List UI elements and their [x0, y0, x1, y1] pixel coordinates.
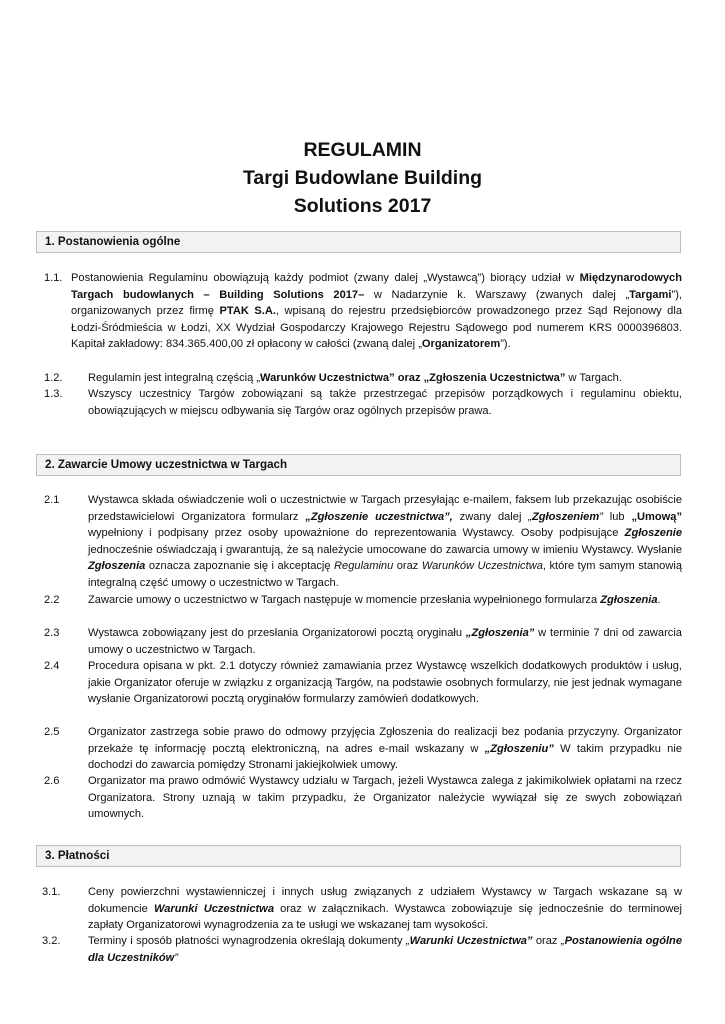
- clause-text: Procedura opisana w pkt. 2.1 dotyczy również zamawiania przez Wystawcę wszelkich dodatkowych produktów i usług, jakie Organizator oferuje w związku z organizacją Targów, na podstawie osobnych formularzy, nie jest jednak wymagane wysłanie Organizatorowi pocztą oryginałów formularzy zamówień dodatkowych.: [88, 660, 682, 706]
- clause-number: 2.1: [44, 494, 60, 506]
- clause-text: Ceny powierzchni wystawienniczej i innych usług związanych z udziałem Wystawcy w Targach wskazane są w dokumencie Warunki Uczestnictwa oraz w załącznikach. Wystawca zobowiązuje się jednocześnie do terminowej zapłaty Organizatorowi wynagrodzenia za te usługi we wskazanej tam wysokości.: [88, 886, 682, 932]
- clause-text: Regulamin jest integralną częścią „Warunków Uczestnictwa” oraz „Zgłoszenia Uczestnictwa” w Targach.: [88, 372, 622, 384]
- clause-number: 3.2.: [42, 935, 61, 947]
- document-title-line-2: Targi Budowlane Building: [242, 167, 483, 189]
- clause-number: 1.2.: [44, 372, 63, 384]
- section-heading-3: 3. Płatności: [36, 845, 681, 867]
- clause-text: Organizator ma prawo odmówić Wystawcy udziału w Targach, jeżeli Wystawca zalega z jakimikolwiek opłatami na rzecz Organizatora. Strony uznają w takim przypadku, że Organizator należycie wywiązał się ze swych zobowiązań umownych.: [88, 775, 682, 821]
- clause-number: 2.2: [44, 594, 60, 606]
- clause-text: Wystawca składa oświadczenie woli o uczestnictwie w Targach przesyłając e-mailem, faksem lub przekazując osobiście przedstawicielowi Organizatora formularz „Zgłoszenie uczestnictwa”, zwany dalej „Zgłoszeniem” lub „Umową” wypełniony i podpisany przez osoby upoważnione do reprezentowania Wystawcy. Osoby podpisujące Zgłoszenie jednocześnie oświadczają i gwarantują, że są należycie umocowane do zawarcia umowy w imieniu Wystawcy. Wysłanie Zgłoszenia oznacza zapoznanie się i akceptację Regulaminu oraz Warunków Uczestnictwa, które tym samym stanowią integralną część umowy o uczestnictwo w Targach.: [88, 494, 683, 589]
- clause-text: Postanowienia Regulaminu obowiązują każdy podmiot (zwany dalej „Wystawcą”) biorący udział w Międzynarodowych Targach budowlanych – Building Solutions 2017– w Nadarzynie k. Warszawy (zwanych dalej „Targami”), organizowanych przez firmę PTAK S.A., wpisaną do rejestru przedsiębiorców prowadzonego przez Sąd Rejonowy dla Łodzi-Śródmieścia w Łodzi, XX Wydział Gospodarczy Krajowego Rejestru Sądowego pod numerem KRS 0000396803. Kapitał zakładowy: 834.365.400,00 zł opłacony w całości (zwaną dalej „Organizatorem”).: [71, 272, 682, 351]
- clause-number: 2.6: [44, 775, 60, 787]
- section-heading-1: 1. Postanowienia ogólne: [36, 231, 681, 253]
- clause-text: Wystawca zobowiązany jest do przesłania Organizatorowi pocztą oryginału „Zgłoszenia” w terminie 7 dni od zawarcia umowy o uczestnictwo w Targach.: [88, 627, 682, 656]
- clause-number: 2.4: [44, 660, 60, 672]
- clause-number: 3.1.: [42, 886, 61, 898]
- clause-number: 1.1.: [44, 272, 63, 284]
- section-heading-2: 2. Zawarcie Umowy uczestnictwa w Targach: [36, 454, 681, 476]
- clause-text: Terminy i sposób płatności wynagrodzenia określają dokumenty „Warunki Uczestnictwa” oraz „Postanowienia ogólne dla Uczestników”: [88, 935, 682, 964]
- clause-text: Wszyscy uczestnicy Targów zobowiązani są także przestrzegać przepisów porządkowych i regulaminu obiektu, obowiązujących w miejscu odbywania się Targów oraz ogólnych przepisów prawa.: [88, 388, 682, 417]
- clause-text: Zawarcie umowy o uczestnictwo w Targach następuje w momencie przesłania wypełnionego formularza Zgłoszenia.: [88, 594, 661, 606]
- clause-number: 1.3.: [44, 388, 63, 400]
- document-title-line-3: Solutions 2017: [293, 195, 432, 217]
- clause-number: 2.3: [44, 627, 60, 639]
- document-title-line-1: REGULAMIN: [303, 139, 422, 161]
- clause-number: 2.5: [44, 726, 60, 738]
- clause-text: Organizator zastrzega sobie prawo do odmowy przyjęcia Zgłoszenia do realizacji bez podania przyczyny. Organizator przekaże tę informację pocztą elektroniczną, na adres e-mail wskazany w „Zgłoszeniu” W takim przypadku nie dochodzi do zawarcia pomiędzy Stronami jakiejkolwiek umowy.: [88, 726, 682, 772]
